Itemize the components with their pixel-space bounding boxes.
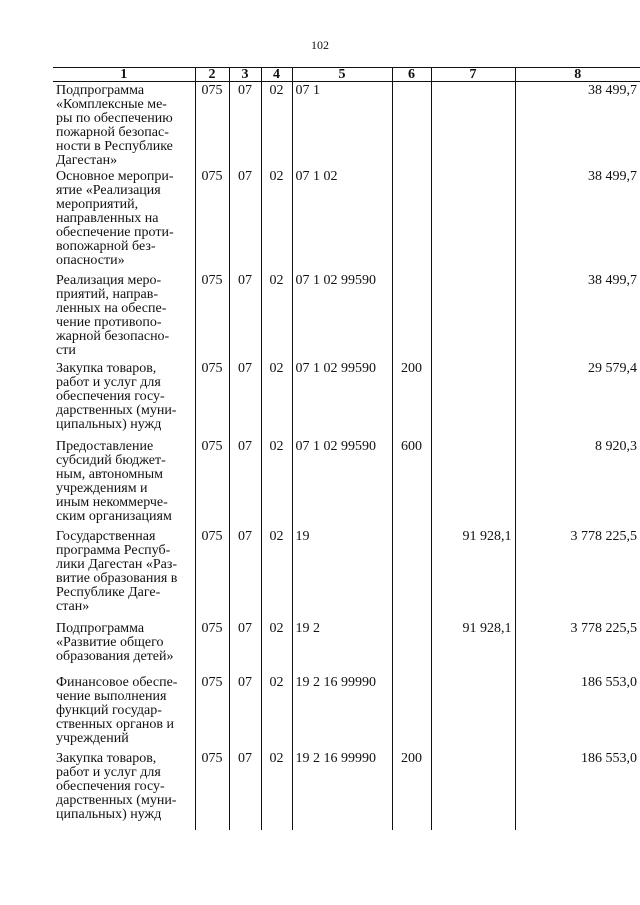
row-name: Предоставление субсидий бюджет- ным, автономным учреждениям и иным некоммерче- ским организациям: [56, 439, 172, 524]
cell-col5: 19 2 16 99990: [292, 750, 392, 830]
row-name: Закупка товаров, работ и услуг для обеспечения госу- дарственных (муни- ципальных) нужд: [56, 361, 177, 432]
table-row: [53, 620, 640, 674]
table-row: [53, 272, 640, 360]
row-name: Реализация меро- приятий, направ- ленных на обеспе- чение противопо- жарной безопасно- сти: [56, 273, 170, 358]
cell-col7: [431, 438, 515, 528]
cell-col6: [392, 528, 431, 620]
page-number: 102: [311, 38, 329, 52]
cell-col4: 02: [261, 620, 292, 674]
cell-col8: 3 778 225,5: [515, 620, 640, 674]
cell-col7: [431, 360, 515, 438]
cell-col3: 07: [229, 750, 261, 830]
cell-col5: 19: [292, 528, 392, 620]
cell-col8: 38 499,7: [515, 168, 640, 272]
cell-col4: 02: [261, 438, 292, 528]
cell-col2: 075: [195, 674, 229, 750]
budget-table: [53, 67, 640, 830]
cell-col2: 075: [195, 360, 229, 438]
column-header: 6: [392, 68, 431, 82]
cell-col2: 075: [195, 438, 229, 528]
cell-col7: [431, 272, 515, 360]
cell-col6: [392, 168, 431, 272]
cell-col3: 07: [229, 528, 261, 620]
row-name: Основное меропри- ятие «Реализация мероприятий, направленных на обеспечение проти- вопожарной без- опасности»: [56, 169, 174, 268]
table-row: [53, 750, 640, 830]
table-row: [53, 168, 640, 272]
cell-col8: 186 553,0: [515, 750, 640, 830]
cell-col3: 07: [229, 168, 261, 272]
cell-col4: 02: [261, 674, 292, 750]
cell-col4: 02: [261, 360, 292, 438]
row-name: Финансовое обеспе- чение выполнения функций государ- ственных органов и учреждений: [56, 675, 178, 746]
table-row: [53, 438, 640, 528]
cell-col5: 19 2: [292, 620, 392, 674]
column-header: 5: [292, 68, 392, 82]
column-header: 2: [195, 68, 229, 82]
cell-col3: 07: [229, 82, 261, 169]
cell-col2: 075: [195, 620, 229, 674]
cell-col4: 02: [261, 528, 292, 620]
cell-col7: [431, 750, 515, 830]
row-name: Закупка товаров, работ и услуг для обеспечения госу- дарственных (муни- ципальных) нужд: [56, 751, 177, 822]
cell-col8: 3 778 225,5: [515, 528, 640, 620]
cell-col5: 19 2 16 99990: [292, 674, 392, 750]
row-name: Подпрограмма «Развитие общего образования детей»: [56, 621, 174, 664]
cell-col8: 8 920,3: [515, 438, 640, 528]
cell-col6: 600: [392, 438, 431, 528]
header-row: [53, 68, 640, 82]
cell-col3: 07: [229, 438, 261, 528]
cell-col3: 07: [229, 620, 261, 674]
cell-col6: 200: [392, 750, 431, 830]
cell-col5: 07 1 02: [292, 168, 392, 272]
cell-col5: 07 1 02 99590: [292, 360, 392, 438]
row-name: Государственная программа Респуб- лики Дагестан «Раз- витие образования в Республике Даге- стан»: [56, 529, 178, 614]
cell-col8: 38 499,7: [515, 272, 640, 360]
cell-col7: [431, 674, 515, 750]
cell-col4: 02: [261, 272, 292, 360]
cell-col6: [392, 674, 431, 750]
cell-col4: 02: [261, 750, 292, 830]
column-header: 4: [261, 68, 292, 82]
cell-col2: 075: [195, 750, 229, 830]
cell-col5: 07 1 02 99590: [292, 438, 392, 528]
cell-col3: 07: [229, 674, 261, 750]
cell-col3: 07: [229, 360, 261, 438]
column-header: 3: [229, 68, 261, 82]
cell-col8: 186 553,0: [515, 674, 640, 750]
cell-col4: 02: [261, 82, 292, 169]
cell-col6: [392, 620, 431, 674]
cell-col8: 29 579,4: [515, 360, 640, 438]
cell-col6: [392, 82, 431, 169]
cell-col4: 02: [261, 168, 292, 272]
table-row: [53, 674, 640, 750]
table-row: [53, 82, 640, 169]
cell-col8: 38 499,7: [515, 82, 640, 169]
row-name: Подпрограмма «Комплексные ме- ры по обеспечению пожарной безопас- ности в Республике Дагестан»: [56, 83, 173, 168]
column-header: 7: [431, 68, 515, 82]
cell-col2: 075: [195, 168, 229, 272]
cell-col6: [392, 272, 431, 360]
table-row: [53, 360, 640, 438]
cell-col6: 200: [392, 360, 431, 438]
cell-col7: [431, 168, 515, 272]
cell-col7: [431, 82, 515, 169]
cell-col2: 075: [195, 272, 229, 360]
column-header: 1: [53, 68, 195, 82]
cell-col5: 07 1: [292, 82, 392, 169]
cell-col3: 07: [229, 272, 261, 360]
cell-col7: 91 928,1: [431, 528, 515, 620]
cell-col2: 075: [195, 528, 229, 620]
column-header: 8: [515, 68, 640, 82]
cell-col2: 075: [195, 82, 229, 169]
cell-col7: 91 928,1: [431, 620, 515, 674]
table-row: [53, 528, 640, 620]
cell-col5: 07 1 02 99590: [292, 272, 392, 360]
